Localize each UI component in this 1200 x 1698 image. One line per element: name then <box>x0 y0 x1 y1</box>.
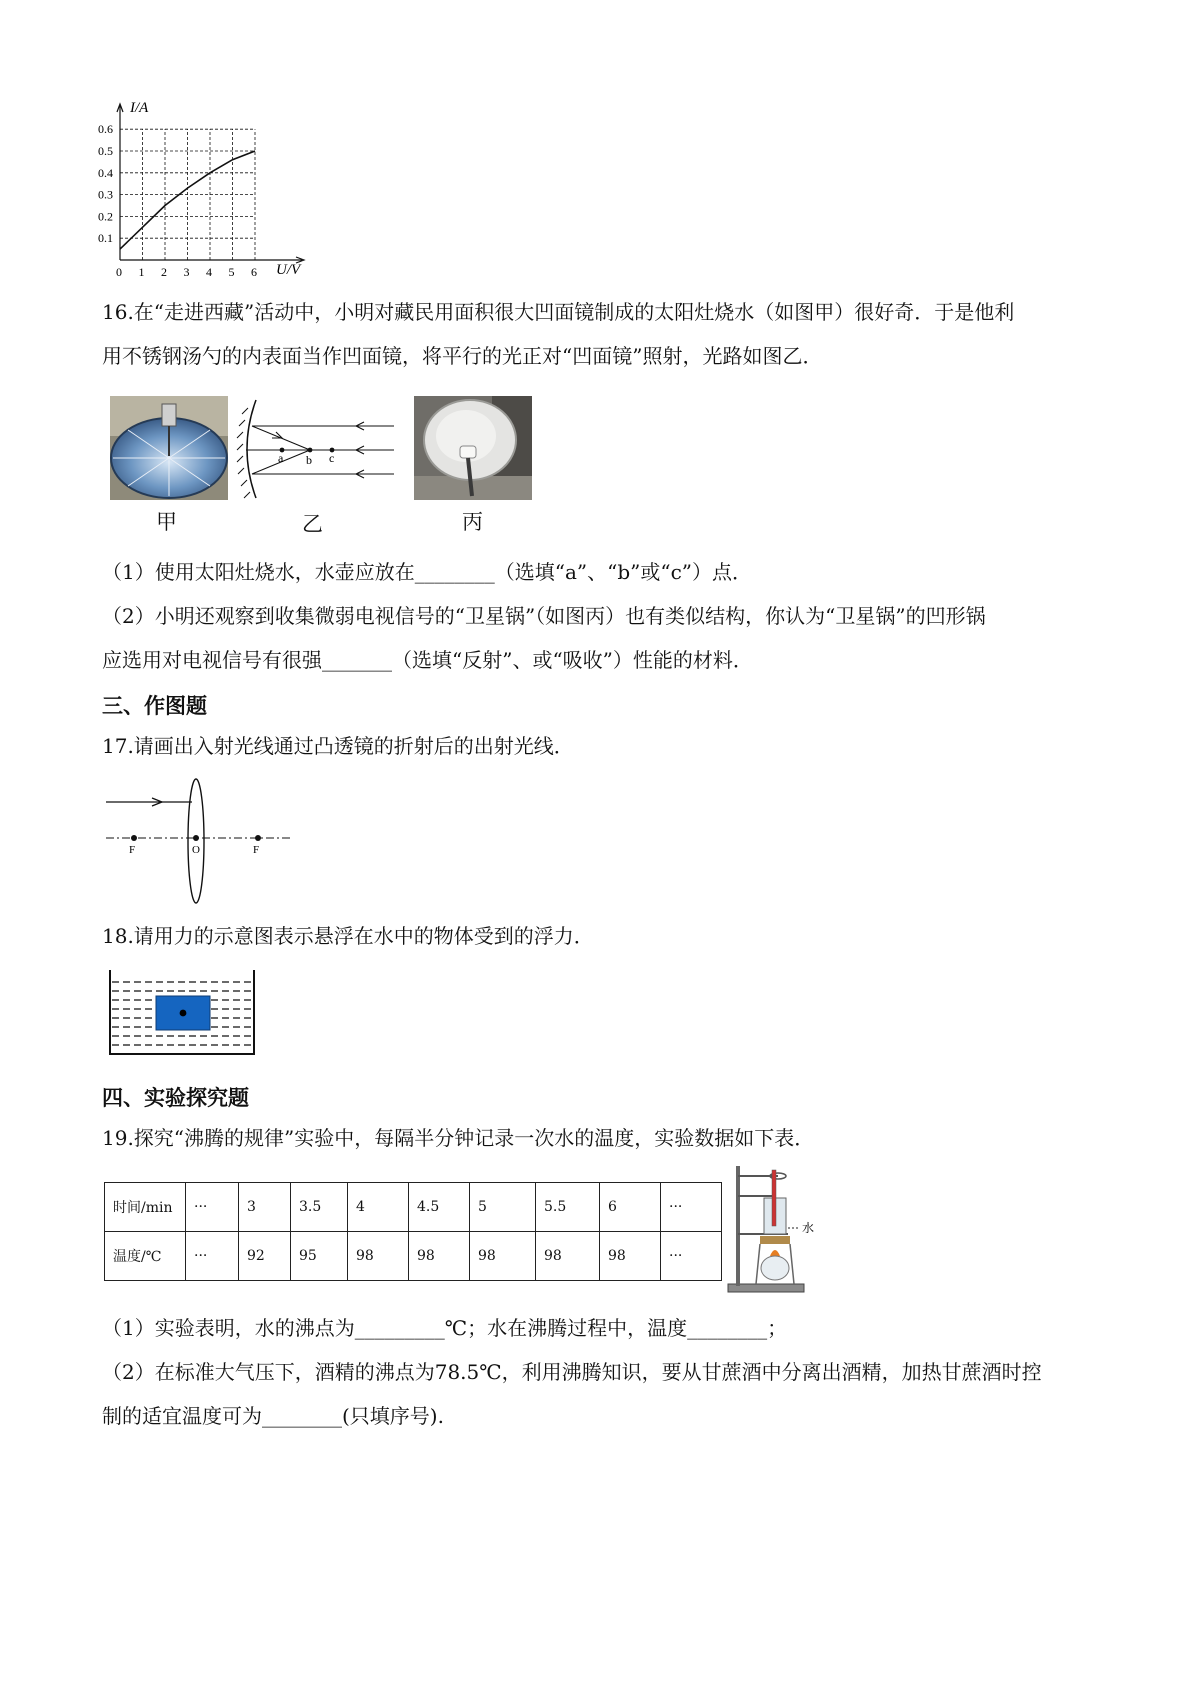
solar-cooker-photo <box>110 396 228 500</box>
y-tick-label: 0.6 <box>98 122 113 137</box>
focus-right-label: F <box>253 844 260 856</box>
q17-text: 17.请画出入射光线通过凸透镜的折射后的出射光线． <box>102 734 574 758</box>
water-label: 水 <box>802 1221 815 1235</box>
table-row-temperature <box>105 1232 722 1281</box>
table-row-time <box>105 1183 722 1232</box>
table-cell: 98 <box>536 1232 600 1281</box>
graph-axes <box>117 104 304 263</box>
table-cell: 3.5 <box>291 1183 348 1232</box>
convex-lens-diagram <box>104 778 294 904</box>
table-cell: 5.5 <box>536 1183 600 1232</box>
point-a: a <box>278 451 284 465</box>
satellite-dish-photo <box>414 396 532 500</box>
table-cell: ··· <box>186 1183 239 1232</box>
table-cell: 温度/℃ <box>105 1232 186 1281</box>
q19-sub2-line2: 制的适宜温度可为________(只填序号). <box>102 1404 444 1428</box>
q16-line2: 用不锈钢汤勺的内表面当作凹面镜，将平行的光正对“凹面镜”照射，光路如图乙． <box>102 344 823 368</box>
table-cell: 95 <box>291 1232 348 1281</box>
caption-jia: 甲 <box>156 510 177 534</box>
table-cell: 4 <box>348 1183 409 1232</box>
iu-graph <box>98 100 348 305</box>
concave-mirror-diagram <box>236 398 396 500</box>
y-tick-label: 0.1 <box>98 231 113 246</box>
boiling-data-table <box>104 1182 722 1281</box>
table-cell: 98 <box>600 1232 661 1281</box>
table-cell: 98 <box>409 1232 470 1281</box>
x-tick-label: 5 <box>228 265 235 279</box>
section-3-heading: 三、作图题 <box>102 694 207 718</box>
table-cell: 4.5 <box>409 1183 470 1232</box>
table-cell: 98 <box>348 1232 409 1281</box>
x-tick-label: 2 <box>161 265 167 279</box>
q16-sub1: （1）使用太阳灶烧水，水壶应放在________（选填“a”、“b”或“c”）点． <box>102 560 752 584</box>
table-cell: ··· <box>661 1232 722 1281</box>
table-cell: ··· <box>186 1232 239 1281</box>
caption-bing: 丙 <box>462 510 483 534</box>
y-tick-label: 0.4 <box>98 165 113 180</box>
table-cell: 6 <box>600 1183 661 1232</box>
optical-center-label: O <box>192 844 200 856</box>
graph-tick-labels <box>98 122 257 279</box>
focus-left-label: F <box>129 844 136 856</box>
q19-text: 19.探究“沸腾的规律”实验中，每隔半分钟记录一次水的温度，实验数据如下表． <box>102 1126 815 1150</box>
water-container-diagram <box>108 968 258 1056</box>
q19-sub2-line1: （2）在标准大气压下，酒精的沸点为78.5℃，利用沸腾知识，要从甘蔗酒中分离出酒精，加热甘蔗酒时控 <box>102 1360 1042 1384</box>
table-cell: 时间/min <box>105 1183 186 1232</box>
y-tick-label: 0.5 <box>98 144 113 158</box>
point-c: c <box>329 451 335 465</box>
q18-text: 18.请用力的示意图表示悬浮在水中的物体受到的浮力． <box>102 924 594 948</box>
graph-grid <box>120 129 255 260</box>
x-tick-label: 0 <box>116 265 122 279</box>
y-axis-label: I/A <box>130 100 149 116</box>
y-tick-label: 0.2 <box>98 209 113 224</box>
y-tick-label: 0.3 <box>98 187 113 202</box>
table-cell: 5 <box>470 1183 536 1232</box>
q16-line1: 16.在“走进西藏”活动中，小明对藏民用面积很大凹面镜制成的太阳灶烧水（如图甲）很好奇．于是他利 <box>102 300 1015 324</box>
x-tick-label: 6 <box>251 265 257 279</box>
point-b: b <box>306 453 312 467</box>
q19-sub1: （1）实验表明，水的沸点为_________℃；水在沸腾过程中，温度________； <box>102 1316 788 1340</box>
q16-sub2-line2: 应选用对电视信号有很强_______（选填“反射”、或“吸收”）性能的材料． <box>102 648 753 672</box>
boiling-apparatus-illustration <box>726 1160 826 1296</box>
table-cell: 3 <box>239 1183 291 1232</box>
x-axis-label: U/V <box>276 262 301 278</box>
x-tick-label: 3 <box>183 265 190 279</box>
section-4-heading: 四、实验探究题 <box>102 1086 249 1110</box>
x-tick-label: 4 <box>206 265 212 279</box>
table-cell: 92 <box>239 1232 291 1281</box>
caption-yi: 乙 <box>302 512 323 536</box>
table-cell: ··· <box>661 1183 722 1232</box>
x-tick-label: 1 <box>138 265 145 279</box>
table-cell: 98 <box>470 1232 536 1281</box>
q16-sub2-line1: （2）小明还观察到收集微弱电视信号的“卫星锅”（如图丙）也有类似结构，你认为“卫星锅”的凹形锅 <box>102 604 986 628</box>
